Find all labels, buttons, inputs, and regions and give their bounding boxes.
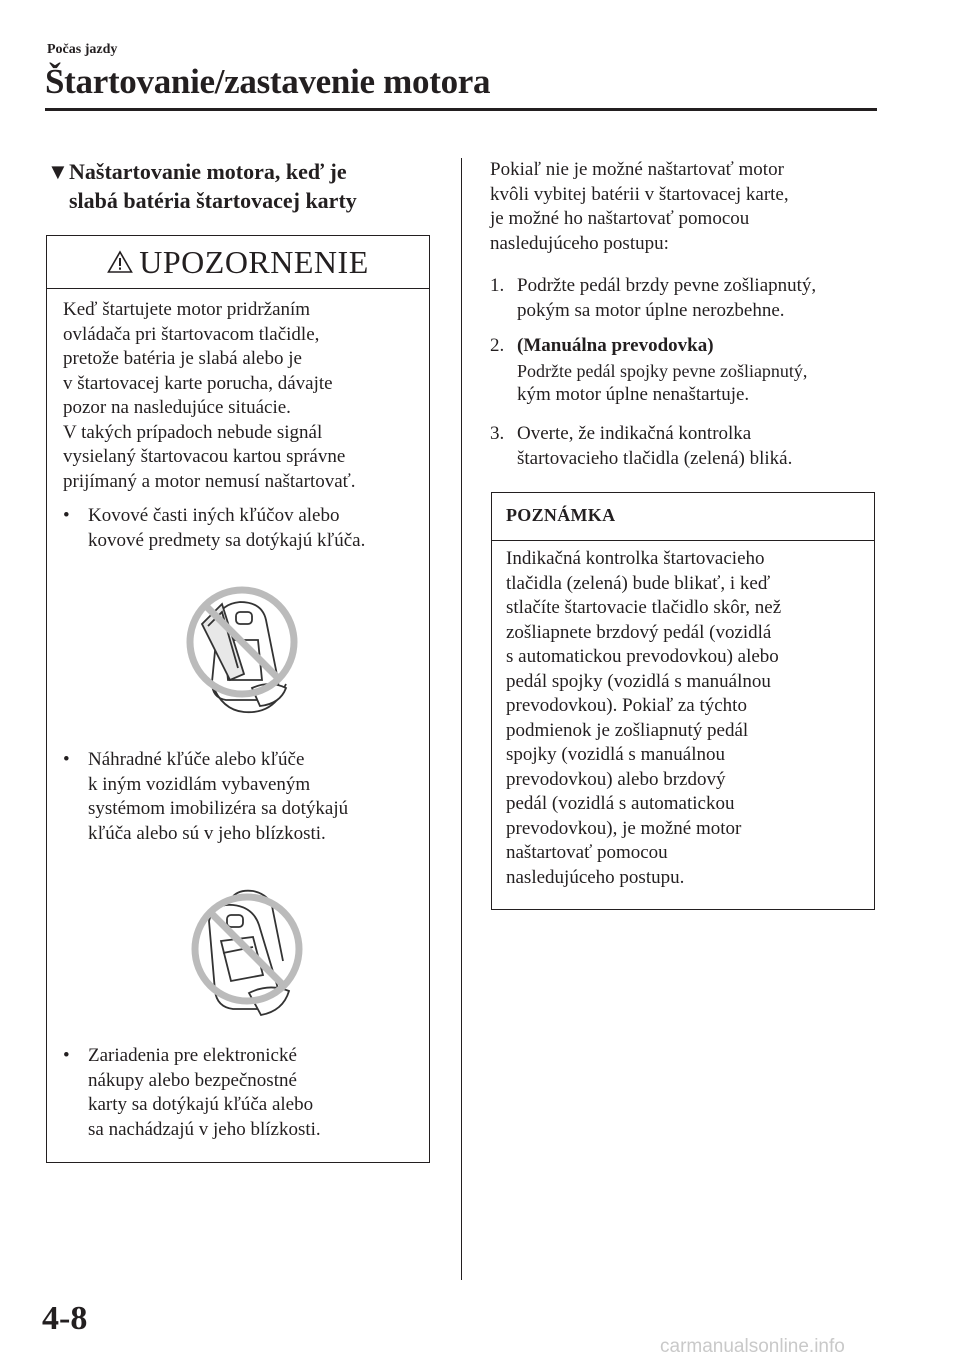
triangle-down-icon: ▼ [47, 159, 69, 184]
warning-line: Keď štartujete motor pridržaním [63, 299, 311, 320]
warning-box [46, 235, 430, 1163]
warning-line: v štartovacej karte porucha, dávajte [63, 372, 333, 394]
two-keys-illustration [187, 881, 307, 1026]
step-2: 2. (Manuálna prevodovka) Podržte pedál spojky pevne zošliapnutý, kým motor úplne nenaštartuje. [490, 334, 880, 408]
warning-bullet-2: • Náhradné kľúče alebo kľúče k iným vozidlám vybaveným systémom imobilizéra sa dotýkajú kľúča alebo sú v jeho blízkosti. [63, 749, 349, 844]
warning-triangle-icon [107, 250, 133, 274]
watermark: carmanualsonline.info [660, 1336, 845, 1357]
warning-line: vysielaný štartovacou kartou správne [63, 446, 346, 467]
warning-line: pozor na nasledujúce situácie. [63, 397, 291, 418]
page-title: Štartovanie/zastavenie motora [45, 62, 491, 101]
note-header [492, 493, 874, 541]
intro-paragraph: Pokiaľ nie je možné naštartovať motor kvôli vybitej batérii v štartovacej karte, je možné ho naštartovať pomocou nasledujúceho postupu: [490, 159, 789, 254]
warning-bullet-1: • Kovové časti iných kľúčov alebo kovové predmety sa dotýkajú kľúča. [63, 505, 366, 551]
bullet-icon: • [63, 749, 70, 770]
note-box [491, 492, 875, 910]
key-with-metal-illustration [182, 584, 302, 724]
bullet-icon: • [63, 1045, 70, 1066]
note-label: POZNÁMKA [506, 505, 616, 525]
section-heading [47, 157, 447, 215]
step-1: 1. Podržte pedál brzdy pevne zošliapnutý, pokým sa motor úplne nerozbehne. [490, 275, 817, 321]
warning-header [47, 236, 429, 289]
warning-line: V takých prípadoch nebude signál [63, 421, 323, 443]
note-text: Indikačná kontrolka štartovacieho tlačidla (zelená) bude blikať, i keď stlačíte štartovacie tlačidlo skôr, než zošliapnete brzdový pedál (vozidlá s automatickou prevodovkou) alebo pedál spojky (vozidlá s manuálnou prevodovkou). Pokiaľ za týchto podmienok je zošliapnutý pedál spojky (vozidlá s manuálnou prevodovkou) alebo brzdový pedál (vozidlá s automatickou prevodovkou), je možné motor naštartovať pomocou nasledujúceho postupu. [506, 548, 782, 888]
column-divider [461, 158, 462, 1280]
warning-line: prijímaný a motor nemusí naštartovať. [63, 470, 356, 492]
warning-bullet-3: • Zariadenia pre elektronické nákupy alebo bezpečnostné karty sa dotýkajú kľúča alebo sa nachádzajú v jeho blízkosti. [63, 1045, 321, 1140]
warning-label: UPOZORNENIE [139, 243, 369, 280]
step-3: 3. Overte, že indikačná kontrolka štartovacieho tlačidla (zelená) bliká. [490, 423, 793, 469]
heading-line-2: slabá batéria štartovacej karty [69, 188, 357, 213]
warning-paragraph [63, 298, 423, 494]
page-number: 4-8 [42, 1300, 88, 1337]
warning-line: ovládača pri štartovacom tlačidle, [63, 323, 320, 345]
step-2-title: (Manuálna prevodovka) [517, 335, 714, 356]
warning-line: pretože batéria je slabá alebo je [63, 348, 302, 369]
title-rule [45, 108, 877, 111]
section-label: Počas jazdy [47, 42, 118, 57]
heading-line-1: Naštartovanie motora, keď je [69, 159, 347, 184]
bullet-icon: • [63, 505, 70, 526]
